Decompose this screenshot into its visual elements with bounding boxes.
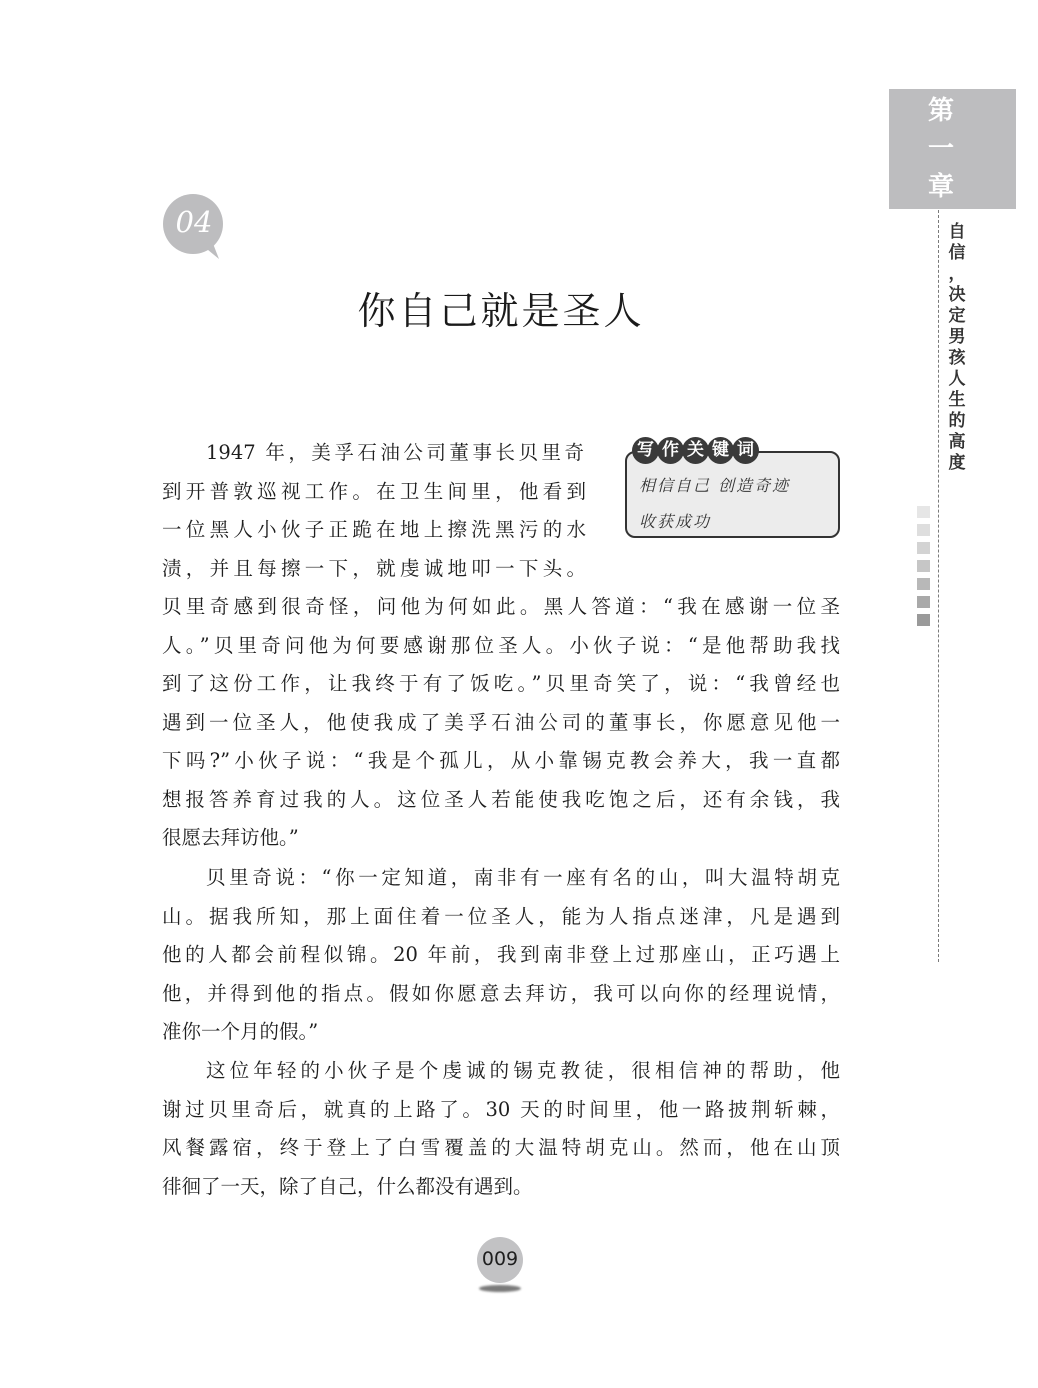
- text-line: 下吗?”小伙子说：“我是个孤儿，从小靠锡克教会养大，我一直都: [162, 749, 840, 772]
- text-line: 贝里奇感到很奇怪，问他为何如此。黑人答道：“我在感谢一位圣: [162, 595, 840, 618]
- chapter-label-char: 一: [927, 134, 954, 164]
- text-line: 这位年轻的小伙子是个虔诚的锡克教徒，很相信神的帮助，他: [206, 1059, 840, 1082]
- gradient-square: [917, 560, 930, 572]
- keyword-header-char: 写: [632, 437, 659, 464]
- chapter-subtitle-char: ，: [948, 264, 966, 284]
- chapter-subtitle-char: 自: [948, 222, 966, 242]
- chapter-subtitle-char: 孩: [948, 348, 966, 368]
- story-number-badge: [162, 193, 226, 257]
- chapter-subtitle: [945, 222, 969, 474]
- page-number-badge: [476, 1237, 526, 1297]
- paragraph-3: [162, 1052, 840, 1206]
- chapter-subtitle-char: 人: [948, 369, 966, 389]
- chapter-label-char: 第: [927, 96, 954, 126]
- chapter-subtitle-char: 度: [948, 453, 966, 473]
- text-line: 山。据我所知，那上面住着一位圣人，能为人指点迷津，凡是遇到: [162, 904, 840, 928]
- keyword-header-char: 键: [707, 437, 734, 464]
- keyword-header-char: 关: [682, 437, 709, 464]
- chapter-label: [915, 92, 967, 206]
- page-number: 009: [481, 1248, 519, 1270]
- chapter-subtitle-char: 信: [948, 243, 966, 263]
- gradient-square: [917, 506, 930, 518]
- text-line: 准你一个月的假。”: [162, 1020, 319, 1043]
- gradient-square: [917, 542, 930, 554]
- chapter-subtitle-char: 决: [948, 285, 966, 305]
- gradient-square: [917, 614, 930, 626]
- text-line: 渍，并且每擦一下，就虔诚地叩一下头。: [162, 556, 586, 580]
- text-line: 遇到一位圣人，他使我成了美孚石油公司的董事长，你愿意见他一: [162, 710, 840, 734]
- text-line: 想报答养育过我的人。这位圣人若能使我吃饱之后，还有余钱，我: [162, 787, 840, 811]
- chapter-subtitle-char: 生: [948, 390, 966, 410]
- text-line: 1947 年，美孚石油公司董事长贝里奇: [206, 441, 584, 464]
- keyword-header-char: 作: [657, 437, 684, 464]
- chapter-subtitle-char: 高: [948, 432, 966, 452]
- paragraph-2: [162, 859, 840, 1052]
- gradient-square: [917, 596, 930, 608]
- text-line: 一位黑人小伙子正跪在地上擦洗黑污的水: [162, 518, 586, 541]
- gradient-square: [917, 524, 930, 536]
- chapter-divider: [938, 210, 939, 962]
- gradient-squares: [917, 506, 931, 632]
- text-line: 贝里奇说：“你一定知道，南非有一座有名的山，叫大温特胡克: [206, 866, 840, 889]
- text-line: 他，并得到他的指点。假如你愿意去拜访，我可以向你的经理说情，: [162, 981, 840, 1005]
- text-line: 徘徊了一天，除了自己，什么都没有遇到。: [162, 1174, 533, 1198]
- chapter-subtitle-char: 的: [948, 411, 966, 431]
- keyword-line-1: 相信自己 创造奇迹: [639, 476, 791, 495]
- text-line: 到了这份工作，让我终于有了饭吃。”贝里奇笑了，说：“我曾经也: [162, 672, 840, 695]
- keyword-line-2: 收获成功: [639, 512, 712, 531]
- text-line: 人。”贝里奇问他为何要感谢那位圣人。小伙子说：“是他帮助我找: [162, 633, 840, 657]
- text-line: 很愿去拜访他。”: [162, 826, 299, 849]
- text-line: 他的人都会前程似锦。20 年前，我到南非登上过那座山，正巧遇上: [162, 943, 840, 966]
- chapter-subtitle-char: 男: [948, 327, 966, 347]
- paragraph-1: [162, 434, 840, 858]
- page-number-shadow: [479, 1285, 521, 1292]
- page-title: 你自己就是圣人: [357, 289, 645, 333]
- text-line: 风餐露宿，终于登上了白雪覆盖的大温特胡克山。然而，他在山顶: [162, 1136, 840, 1159]
- chapter-subtitle-char: 定: [948, 306, 966, 326]
- text-line: 谢过贝里奇后，就真的上路了。30 天的时间里，他一路披荆斩棘，: [162, 1097, 840, 1121]
- gradient-square: [917, 578, 930, 590]
- text-line: 到开普敦巡视工作。在卫生间里，他看到: [162, 479, 586, 503]
- story-number: 04: [175, 205, 213, 239]
- chapter-label-char: 章: [927, 172, 954, 202]
- keyword-header-char: 词: [732, 437, 759, 464]
